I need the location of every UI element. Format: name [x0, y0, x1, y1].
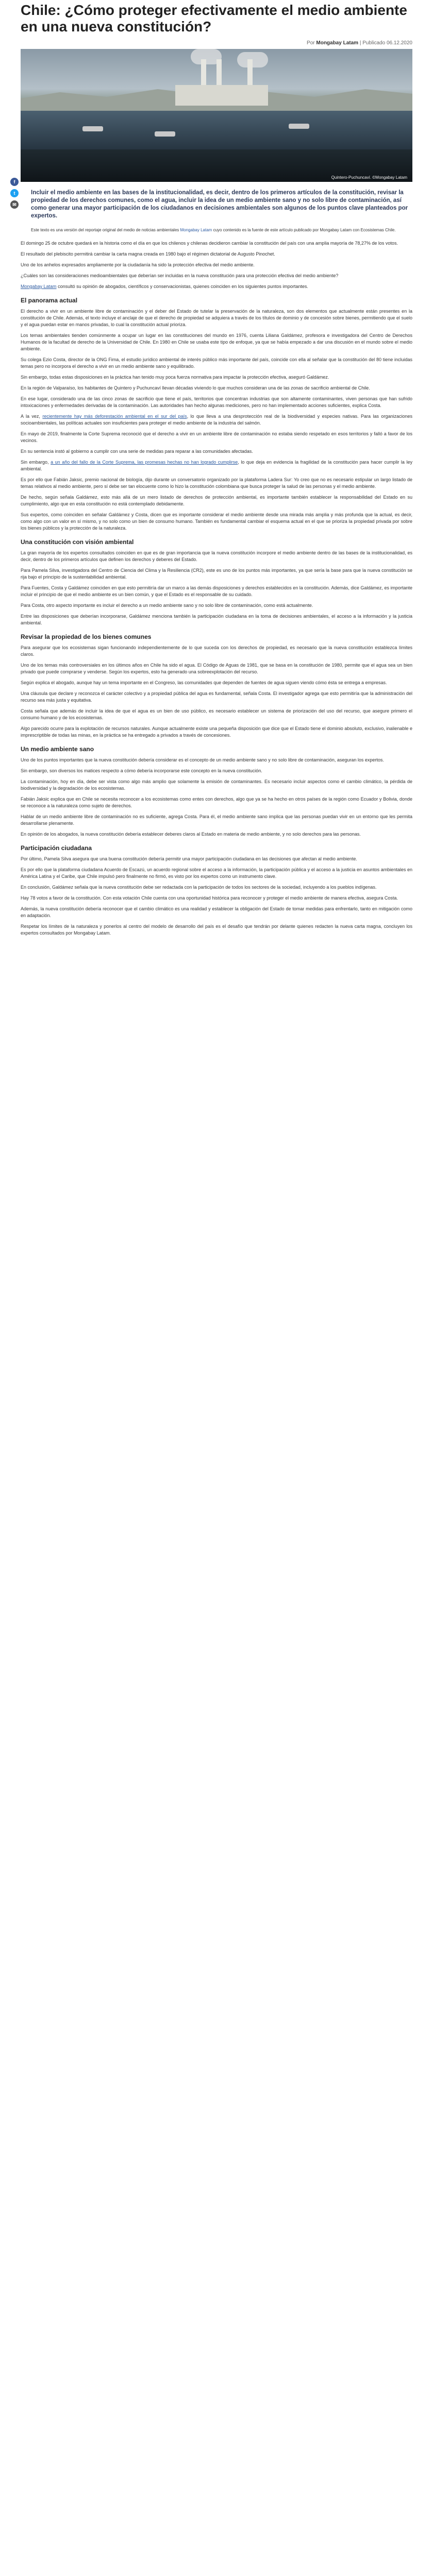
paragraph: En su sentencia instó al gobierno a cumplir con una serie de medidas para reparar a las comunidades afectadas.: [21, 449, 253, 454]
paragraph: Una cláusula que declare y reconozca el carácter colectivo y a propiedad pública del agua es fundamental, señala Costa. El investigador agrega que esto permitiría que la administración del recurso sea más justa y equitativa.: [21, 691, 412, 703]
paragraph: A la vez, recientemente hay más deforestación ambiental en el sur del país, lo que lleva a una desprotección real de la biodiversidad y especies nativas. Para las organizaciones socioambientales, las políticas actuales son insuficientes para proteger el medio ambiente de la industria del salmón.: [21, 414, 412, 426]
paragraph: La contaminación, hoy en día, debe ser vista como algo más amplio que solamente la emisión de contaminantes. Es necesario incluir aspectos como el cambio climático, la pérdida de biodiversidad y la degradación de los ecosistemas.: [21, 779, 412, 791]
section-heading: Participación ciudadana: [21, 844, 92, 852]
paragraph: Para Fuentes, Costa y Galdámez coinciden en que esto permitiría dar un marco a las demás disposiciones y derechos establecidos en la constitución. Además, dice Galdámez, es importante incluir el principio de que el medio ambiente es un bien común, y que el Estado es el responsable de su cuidado.: [21, 585, 412, 597]
paragraph: El derecho a vivir en un ambiente libre de contaminación y el deber del Estado de tutelar la preservación de la naturaleza, son dos elementos que actualmente están presentes en la constitución de Chile. Además, el texto incluye el anclaje de que el derecho de propiedad se adquiera a través de los títulos de dominio y de concesión sobre bienes, permitiendo que el suelo y el agua puedan estar en manos privadas, lo cual la constitución actual prioriza.: [21, 309, 412, 327]
published-label: Publicado: [362, 40, 386, 46]
byline-prefix: Por: [307, 40, 315, 46]
paragraph: Sin embargo, todas estas disposiciones en la práctica han tenido muy poca fuerza normativa para impactar la protección efectiva, aseguró Galdámez.: [21, 375, 329, 380]
paragraph: Uno de los puntos importantes que la nueva constitución debería considerar es el concepto de un medio ambiente sano y no solo libre de contaminación, aseguran los expertos.: [21, 757, 384, 762]
paragraph: Según explica el abogado, aunque hay un tema importante en el Congreso, las comunidades que dependen de fuentes de agua siguen viendo cómo ésta se entrega a empresas.: [21, 680, 387, 685]
section-heading: Un medio ambiente sano: [21, 745, 94, 753]
paragraph: En la región de Valparaíso, los habitantes de Quintero y Puchuncaví llevan décadas viviendo lo que muchos consideran una de las zonas de sacrificio ambiental de Chile.: [21, 385, 370, 391]
article-header: [0, 0, 433, 46]
paragraph: Hablar de un medio ambiente libre de contaminación no es suficiente, agrega Costa. Para él, el medio ambiente sano implica que las personas puedan vivir en un entorno que les permita desarrollarse plenamente.: [21, 814, 412, 826]
byline: [21, 40, 412, 46]
paragraph: Es por ello que la plataforma ciudadana Acuerdo de Escazú, un acuerdo regional sobre el acceso a la información, la participación pública y el acceso a la justicia en asuntos ambientales en América Latina y el Caribe, que Chile impulsó pero finalmente no firmó, es visto por los expertos como un instrumento clave.: [21, 867, 412, 879]
paragraph: Por último, Pamela Silva asegura que una buena constitución debería permitir una mayor participación ciudadana en las decisiones que afectan al medio ambiente.: [21, 856, 357, 861]
paragraph: De hecho, según señala Galdámez, esto más allá de un mero listado de derechos de protección ambiental, es importante también establecer la responsabilidad del Estado en su cumplimiento, algo que en esta constitución no está contemplado debidamente.: [21, 495, 412, 506]
source-note-pre: Este texto es una versión del reportaje original del medio de noticias ambientales: [31, 228, 179, 232]
paragraph: Mongabay Latam consultó su opinión de abogados, científicos y conservacionistas, quienes coinciden en los siguientes puntos importantes.: [21, 284, 308, 289]
article-body: [21, 240, 412, 937]
byline-author[interactable]: Mongabay Latam: [316, 40, 359, 46]
paragraph: Costa señala que además de incluir la idea de que el agua es un bien de uso público, es necesario establecer un sistema de priorización del uso del recurso, que asegure primero el consumo humano y de los ecosistemas.: [21, 708, 412, 720]
paragraph: Respetar los límites de la naturaleza y ponerlos al centro del modelo de desarrollo del país es el desafío que tendrán por delante quienes redacten la nueva carta magna, concluyen los expertos consultados por Mongabay Latam.: [21, 924, 412, 936]
paragraph: En mayo de 2019, finalmente la Corte Suprema reconoció que el derecho a vivir en un ambiente libre de contaminación no estaba siendo respetado en esos territorios y falló a favor de los vecinos.: [21, 431, 412, 443]
paragraph: Sin embargo, son diversos los matices respecto a cómo debería incorporarse este concepto en la nueva constitución.: [21, 768, 262, 773]
hero-credit: Quintero-Puchuncaví. ©Mongabay Latam: [331, 175, 407, 180]
paragraph: Además, la nueva constitución debería reconocer que el cambio climático es una realidad y establecer la obligación del Estado de tomar medidas para enfrentarlo, tanto en mitigación como en adaptación.: [21, 906, 412, 918]
paragraph: En ese lugar, considerado una de las cinco zonas de sacrificio que tiene el país, territorios que concentran industrias que son altamente contaminantes, viven personas que han sufrido intoxicaciones y enfermedades derivadas de la contaminación. Las autoridades han hecho algunas mediciones, pero no han implementado acciones suficientes, explica Costa.: [21, 396, 412, 408]
section-heading: Una constitución con visión ambiental: [21, 538, 134, 546]
section-heading: El panorama actual: [21, 297, 78, 304]
paragraph: Sus expertos, como coinciden en señalar Galdámez y Costa, dicen que es importante considerar el medio ambiente desde una mirada más amplia y más profunda que la actual, es decir, como algo con un valor en sí mismo, y no solo como un bien de consumo humano. También es fundamental cambiar el esquema actual en el que se prioriza la propiedad privada por sobre los bienes públicos y la protección de la naturaleza.: [21, 512, 412, 531]
paragraph: Entre las disposiciones que deberían incorporarse, Galdámez menciona también la participación ciudadana en la toma de decisiones ambientales, el acceso a la información y la justicia ambiental.: [21, 614, 412, 625]
paragraph: En opinión de los abogados, la nueva constitución debería establecer deberes claros al Estado en materia de medio ambiente, y no solo derechos para las personas.: [21, 832, 361, 837]
byline-separator: |: [359, 40, 361, 46]
paragraph: La gran mayoría de los expertos consultados coinciden en que es de gran importancia que la nueva constitución incorpore el medio ambiente dentro de las bases de la institucionalidad, es decir, dentro de los primeros artículos que definen los derechos y deberes del Estado.: [21, 550, 412, 562]
paragraph: Los temas ambientales tienden comúnmente a ocupar un lugar en las constituciones del mundo en 1976, cuenta Liliana Galdámez, profesora e investigadora del Centro de Derechos Humanos de la facultad de derecho de la Universidad de Chile. En 1980 en Chile se usaba este tipo de enfoque, ya que se había empezado a dar una discusión en el mundo sobre el medio ambiente.: [21, 333, 412, 351]
share-bar: [10, 178, 20, 212]
paragraph: Uno de los temas más controversiales en los últimos años en Chile ha sido el agua. El Código de Aguas de 1981, que se basa en la constitución de 1980, permite que el agua sea un bien privado que puede comprarse y venderse. Según los expertos, esto ha generado una sobreexplotación del recurso.: [21, 663, 412, 674]
section-heading: Revisar la propiedad de los bienes comunes: [21, 633, 152, 640]
paragraph: Para Costa, otro aspecto importante es incluir el derecho a un medio ambiente sano y no solo libre de contaminación, como está actualmente.: [21, 603, 313, 608]
paragraph: El domingo 25 de octubre quedará en la historia como el día en que los chilenos y chilenas decidieron cambiar la constitución del país con una amplia mayoría de 78,27% de los votos.: [21, 241, 398, 246]
article-lead: Incluir el medio ambiente en las bases de la institucionalidad, es decir, dentro de los primeros artículos de la constitución, revisar la propiedad de los derechos comunes, como el agua, incluir la idea de un medio ambiente sano y no solo libre de contaminación, así como generar una mayor participación de los ciudadanos en decisiones ambientales son algunos de los puntos clave planteados por expertos.: [31, 190, 408, 219]
source-note-post: cuyo contenido es la fuente de este artículo publicado por Mongabay Latam con Ecosistemas Chile.: [213, 228, 396, 232]
source-note-link[interactable]: Mongabay Latam: [180, 228, 212, 232]
paragraph: Su colega Ezio Costa, director de la ONG Fima, el estudio jurídico ambiental de interés público más importante del país, coincide con ella al señalar que la constitución del 80 tiene incluidas temas pero no incorpora el derecho a vivir en un medio ambiente sano y equilibrado.: [21, 357, 412, 369]
facebook-share-icon[interactable]: f: [10, 178, 19, 186]
paragraph: Para asegurar que los ecosistemas sigan funcionando independientemente de lo que suceda con los derechos de propiedad, es necesario que la nueva constitución establezca límites claros.: [21, 645, 412, 657]
paragraph: Fabián Jaksic explica que en Chile se necesita reconocer a los ecosistemas como entes con derechos, algo que ya se ha hecho en otros países de la región como Ecuador y Bolivia, donde se reconoce a la naturaleza como sujeto de derechos.: [21, 796, 412, 808]
hero-image: [21, 49, 412, 182]
inline-link[interactable]: a un año del fallo de la Corte Suprema, las promesas hechas no han logrado cumplirse: [51, 460, 238, 465]
paragraph: Sin embargo, a un año del fallo de la Corte Suprema, las promesas hechas no han logrado cumplirse, lo que deja en evidencia la fragilidad de la constitución para hacer cumplir la ley ambiental.: [21, 460, 412, 471]
paragraph: El resultado del plebiscito permitirá cambiar la carta magna creada en 1980 bajo el régimen dictatorial de Augusto Pinochet.: [21, 251, 275, 257]
paragraph: Para Pamela Silva, investigadora del Centro de Ciencia del Clima y la Resiliencia (CR2), este es uno de los puntos más importantes, ya que sería la base para que la nueva constitución se rija bajo el principio de la sustentabilidad ambiental.: [21, 568, 412, 580]
source-note: [31, 227, 412, 233]
paragraph: Uno de los anhelos expresados ampliamente por la ciudadanía ha sido la protección efectiva del medio ambiente.: [21, 262, 255, 267]
article-title: Chile: ¿Cómo proteger efectivamente el medio ambiente en una nueva constitución?: [21, 2, 407, 35]
paragraph: Algo parecido ocurre para la explotación de recursos naturales. Aunque actualmente existe una pequeña disposición que dice que el Estado tiene el dominio absoluto, exclusivo, inalienable e imprescriptible de todas las minas, en la práctica se ha entregado a privados a través de concesiones.: [21, 726, 412, 738]
paragraph: En conclusión, Galdámez señala que la nueva constitución debe ser redactada con la participación de todos los sectores de la sociedad, incluyendo a los pueblos indígenas.: [21, 885, 377, 890]
email-share-icon[interactable]: ✉: [10, 200, 19, 209]
inline-link[interactable]: Mongabay Latam: [21, 284, 57, 289]
paragraph: Es por ello que Fabián Jaksic, premio nacional de biología, dijo durante un conversatorio organizado por la plataforma Ladera Sur: Yo creo que no es necesario estipular un largo listado de temas relativos al medio ambiente, pero sí debe ser tan elocuente como lo hizo la constitución colombiana que busca proteger la salud de las personas y el medio ambiente.: [21, 477, 412, 489]
published-date: 06.12.2020: [386, 40, 412, 46]
paragraph: Hay 78 votos a favor de la constitución. Con esta votación Chile cuenta con una oportunidad histórica para reconocer y proteger el medio ambiente de manera efectiva, asegura Costa.: [21, 895, 398, 901]
inline-link[interactable]: recientemente hay más deforestación ambiental en el sur del país: [42, 414, 187, 419]
paragraph: ¿Cuáles son las consideraciones medioambientales que deberían ser incluidas en la nueva constitución para una protección efectiva del medio ambiente?: [21, 273, 339, 278]
twitter-share-icon[interactable]: t: [10, 189, 19, 197]
